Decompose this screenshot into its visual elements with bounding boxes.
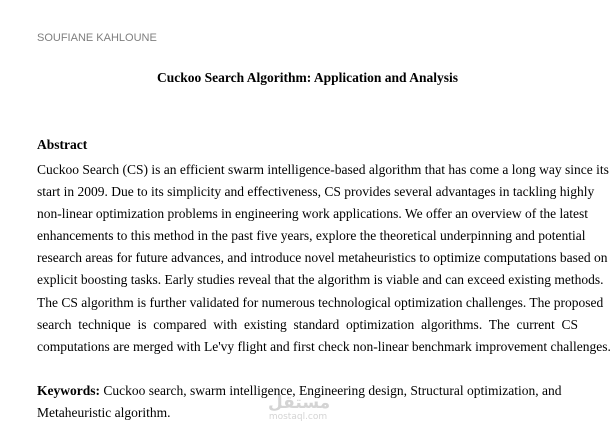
abstract-line: The CS algorithm is further validated for numerous technological optimization challenges. The proposed [37,294,604,310]
watermark-latin: mostaql.com [268,412,328,422]
document-title: Cuckoo Search Algorithm: Application and Analysis [157,70,458,85]
watermark-arabic: مستقل [268,393,331,413]
abstract-line: start in 2009. Due to its simplicity and effectiveness, CS provides several advantages in tackling highly [37,184,595,200]
keywords-line-2: Metaheuristic algorithm. [37,405,171,421]
abstract-line: explicit boosting tasks. Early studies reveal that the algorithm is viable and can exceed existing methods. [37,272,604,288]
watermark-logo [268,393,331,422]
author-name: SOUFIANE KAHLOUNE [37,32,157,44]
keywords-text: Cuckoo search, swarm intelligence, Engineering design, Structural optimization, and [100,383,562,398]
abstract-line: non-linear optimization problems in engineering work applications. We offer an overview of the latest [37,206,589,222]
abstract-line: Cuckoo Search (CS) is an efficient swarm intelligence-based algorithm that has come a long way since its [37,162,609,177]
abstract-line: computations are merged with Le'vy flight and first check non-linear benchmark improvement challenges. [37,338,611,354]
abstract-line: research areas for future advances, and introduce novel metaheuristics to optimize computations based on [37,250,608,266]
abstract-line: enhancements to this method in the past five years, explore the theoretical underpinning and potential [37,228,586,244]
abstract-body [37,159,611,358]
abstract-heading: Abstract [37,137,88,152]
abstract-line: search technique is compared with existing standard optimization algorithms. The current CS [37,316,578,332]
keywords-label: Keywords: [37,383,100,398]
